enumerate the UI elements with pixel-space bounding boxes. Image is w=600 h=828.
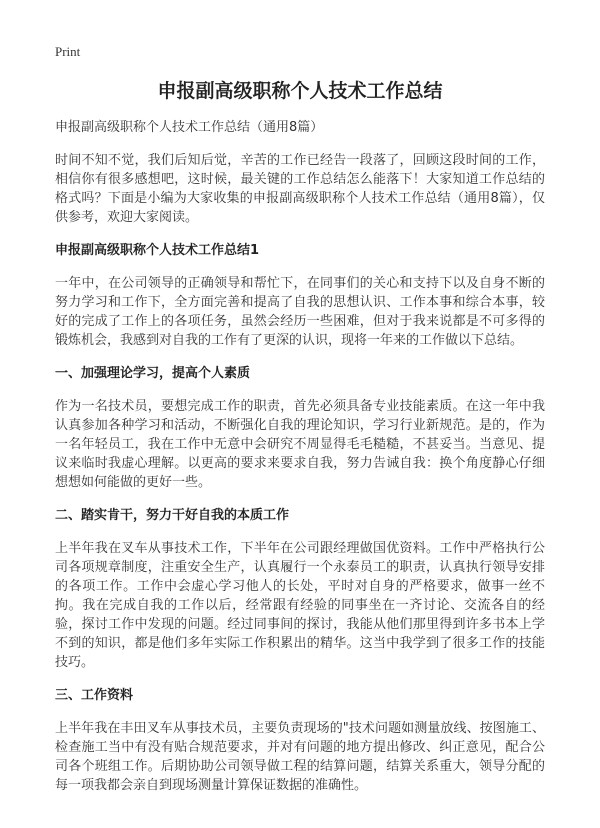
article-subtitle: 申报副高级职称个人技术工作总结（通用8篇）	[55, 120, 324, 135]
point-1-paragraph: 作为一名技术员，要想完成工作的职责，首先必须具备专业技能素质。在这一年中我认真参加各种学习和活动，不断强化自我的理论知识，学习行业新规范。是的，作为一名年轻员工，我在工作中无意中会研究不周显得毛毛糙糙，不甚妥当。当意见、提议来临时我虚心理解。以更高的要求来要求自我，努力告诫自我：换个角度静心仔细想想如何能做的更好一些。	[55, 399, 545, 490]
intro-paragraph: 时间不知不觉，我们后知后觉，辛苦的工作已经告一段落了，回顾这段时间的工作，相信你有很多感想吧，这时候，最关键的工作总结怎么能落下！大家知道工作总结的格式吗？下面是小编为大家收集的申报副高级职称个人技术工作总结（通用8篇），仅供参考，欢迎大家阅读。	[55, 153, 545, 225]
point-3-paragraph: 上半年我在丰田叉车从事技术员，主要负责现场的"技术问题如测量放线、按图施工、检查施工当中有没有贴合规范要求，并对有问题的地方提出修改、纠正意见，配合公司各个班组工作。后期协助公司领导做工程的结算问题，结算关系重大，领导分配的每一项我都会亲自到现场测量计算保证数据的准确性。	[55, 721, 545, 793]
print-link[interactable]: Print	[55, 44, 81, 59]
point-2-paragraph: 上半年我在叉车从事技术工作，下半年在公司跟经理做国优资料。工作中严格执行公司各项规章制度，注重安全生产，认真履行一个永泰员工的职责，认真执行领导安排的各项工作。工作中会虚心学习他人的长处，平时对自身的严格要求，做事一丝不拘。我在完成自我的工作以后，经常跟有经验的同事坐在一齐讨论、交流各自的经验，探讨工作中发现的问题。经过同事间的探讨，我能从他们那里得到许多书本上学不到的知识，都是他们多年实际工作积累出的精华。这当中我学到了很多工作的技能技巧。	[55, 541, 545, 670]
section-1-paragraph: 一年中，在公司领导的正确领导和帮忙下，在同事们的关心和支持下以及自身不断的努力学习和工作下，全方面完善和提高了自我的思想认识、工作本事和综合本事，较好的完成了工作上的各项任务，虽然会经历一些困难，但对于我来说都是不可多得的锻炼机会，我感到对自我的工作有了更深的认识，现将一年来的工作做以下总结。	[55, 276, 545, 348]
point-heading-1: 一、加强理论学习，提高个人素质	[55, 366, 251, 381]
article-body	[55, 119, 545, 809]
page-title: 申报副高级职称个人技术工作总结	[157, 80, 443, 102]
point-heading-3: 三、工作资料	[55, 688, 134, 703]
section-heading-1: 申报副高级职称个人技术工作总结1	[55, 243, 260, 258]
point-heading-2: 二、踏实肯干，努力干好自我的本质工作	[55, 508, 290, 523]
